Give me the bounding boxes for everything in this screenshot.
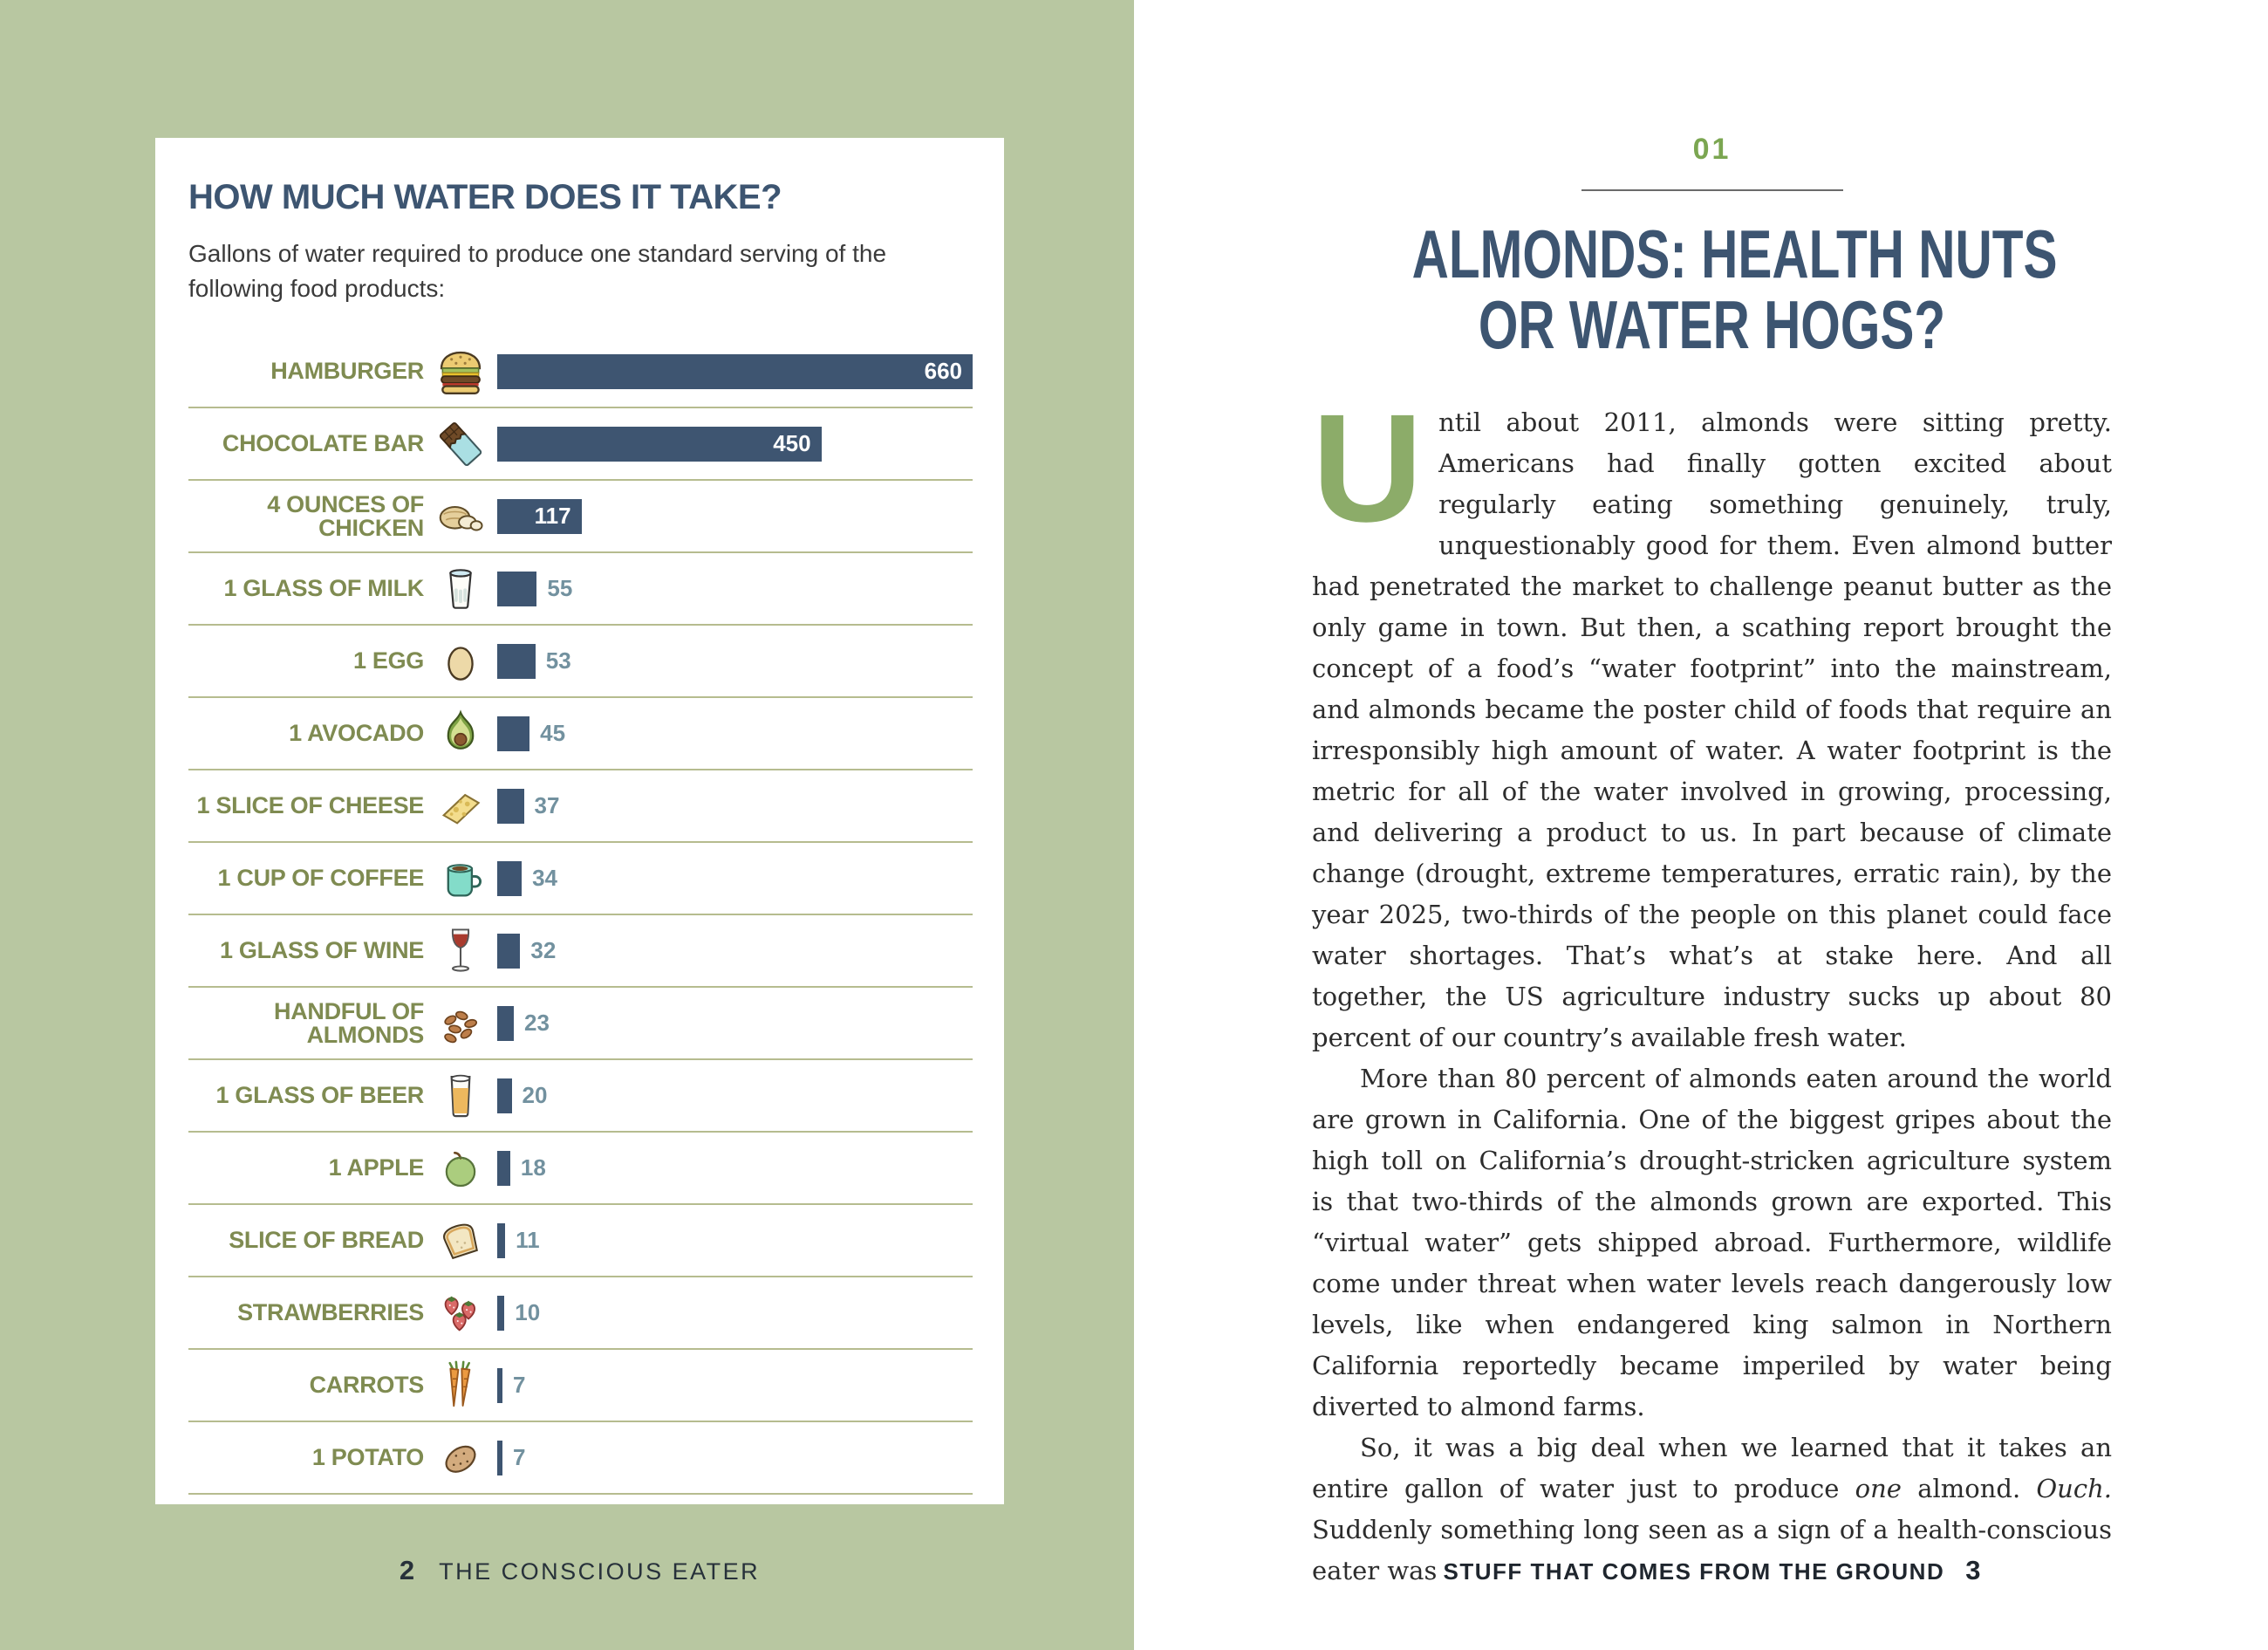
bar-value: 20 <box>522 1082 548 1108</box>
chart-row-wine <box>188 915 973 988</box>
bar-value: 32 <box>530 937 557 963</box>
bar <box>497 572 536 606</box>
row-label: 1 AVOCADO <box>289 720 424 746</box>
bar <box>497 1368 502 1403</box>
bar-area <box>497 770 973 841</box>
bar-area <box>497 336 973 407</box>
bar-value: 45 <box>540 720 566 746</box>
paragraph-1-text: ntil about 2011, almonds were sitting pretty. Americans had finally gotten excited about regularly eating something genuinely, truly, unquestionably good for them. Even almond butter had penetrated the market to challenge peanut butter as the only game in town. But then, a scathing report brought the concept of a food’s “water footprint” into the mainstream, and almonds became the poster child of foods that require an irresponsibly high amount of water. A water footprint is the metric for all of the water involved in growing, processing, and delivering a product to us. In part because of climate change (drought, extreme temperatures, erratic rain), by the year 2025, two-thirds of the people on this planet could face water shortages. That’s what’s at stake here. And all together, the US agriculture industry sucks up about 80 percent of our country’s available fresh water. <box>1312 407 2112 1053</box>
chart-row-beer <box>188 1060 973 1133</box>
row-label: STRAWBERRIES <box>237 1299 424 1325</box>
bar-area <box>497 915 973 986</box>
book-title: THE CONSCIOUS EATER <box>439 1558 761 1585</box>
row-label: 1 GLASS OF MILK <box>223 575 424 601</box>
chapter-number: 01 <box>1692 133 1732 166</box>
bar-area <box>497 553 973 624</box>
bar-area <box>497 1350 973 1421</box>
row-label: 1 EGG <box>352 647 424 674</box>
bar <box>497 789 524 824</box>
chart-row-carrots <box>188 1350 973 1422</box>
bar <box>497 644 536 679</box>
bar-value: 450 <box>773 430 811 456</box>
chapter-title-line-2: OR WATER HOGS? <box>1478 286 1946 364</box>
drop-cap: U <box>1312 383 1424 555</box>
row-label: 4 OUNCES OF CHICKEN <box>267 490 424 541</box>
potato-icon <box>424 1431 497 1485</box>
bar <box>497 934 520 969</box>
strawberries-icon <box>424 1286 497 1340</box>
bar <box>497 354 973 389</box>
row-label: SLICE OF BREAD <box>229 1227 424 1253</box>
bar <box>497 716 529 751</box>
row-label: CHOCOLATE BAR <box>222 430 424 456</box>
chocolate-bar-icon <box>424 417 497 471</box>
page-number: 2 <box>399 1555 415 1585</box>
chart-title: HOW MUCH WATER DOES IT TAKE? <box>188 178 782 216</box>
bar-area <box>497 698 973 769</box>
cheese-icon <box>424 779 497 833</box>
bar-value: 18 <box>520 1154 546 1181</box>
egg-icon <box>424 634 497 688</box>
row-label: HANDFUL OF ALMONDS <box>274 997 424 1048</box>
bar-value: 660 <box>924 358 962 384</box>
paragraph-3-text: almond. <box>1901 1474 2037 1504</box>
paragraph-3-text: So, it was a big deal when we learned that it takes an entire gallon of water just to produce <box>1312 1433 2112 1504</box>
paragraph-3-text: Suddenly something long seen as a sign of a health-conscious eater was <box>1312 1515 2112 1586</box>
bar <box>497 1006 514 1041</box>
apple-icon <box>424 1141 497 1195</box>
milk-glass-icon <box>424 562 497 616</box>
row-label: 1 GLASS OF BEER <box>215 1082 424 1108</box>
row-label: CARROTS <box>309 1372 424 1398</box>
bar-area <box>497 1060 973 1131</box>
chart-row-chicken <box>188 481 973 553</box>
bar-value: 10 <box>515 1299 541 1325</box>
row-label: 1 CUP OF COFFEE <box>217 865 424 891</box>
text-column <box>1312 0 2112 1592</box>
beer-glass-icon <box>424 1065 497 1126</box>
row-label: HAMBURGER <box>270 358 424 384</box>
bar-area <box>497 1277 973 1348</box>
chapter-title-line-1: ALMONDS: HEALTH NUTS <box>1411 216 2058 292</box>
chart-row-almonds <box>188 988 973 1060</box>
paragraph-1 <box>1312 383 2112 1058</box>
chart-row-cheese <box>188 770 973 843</box>
bar-area <box>497 988 973 1058</box>
right-page-footer <box>1312 1555 2112 1586</box>
chart-row-strawberries <box>188 1277 973 1350</box>
chart-row-egg <box>188 626 973 698</box>
chart-row-coffee <box>188 843 973 915</box>
bar-area <box>497 481 973 551</box>
chapter-rule-divider <box>1581 189 1843 191</box>
row-label: 1 SLICE OF CHEESE <box>196 792 424 818</box>
bar-value: 7 <box>513 1372 526 1398</box>
hamburger-icon <box>424 345 497 399</box>
bar-area <box>497 626 973 696</box>
row-label: 1 GLASS OF WINE <box>219 937 424 963</box>
chart-row-milk <box>188 553 973 626</box>
paragraph-2: More than 80 percent of almonds eaten around the world are grown in California. One of the biggest gripes about the high toll on California’s drought-stricken agriculture system is that two-thirds of the almonds grown are exported. This “virtual water” gets shipped abroad. Furthermore, wildlife come under threat when water levels reach dangerously low levels, like when endangered king salmon in Northern California reportedly became imperiled by water being diverted to almond farms. <box>1312 1064 2112 1422</box>
bar-value: 37 <box>534 792 560 818</box>
bar <box>497 1078 512 1113</box>
bar-value: 23 <box>523 1010 550 1036</box>
avocado-icon <box>424 707 497 761</box>
chart-row-hamburger <box>188 336 973 408</box>
bar-value: 11 <box>516 1227 540 1253</box>
bar <box>497 1296 504 1331</box>
bar <box>497 499 582 534</box>
chart-rows <box>188 336 973 1495</box>
bar-area <box>497 1205 973 1276</box>
bar <box>497 861 522 896</box>
section-title: STUFF THAT COMES FROM THE GROUND <box>1443 1558 1945 1585</box>
right-page <box>1134 0 2268 1650</box>
chart-subtitle: Gallons of water required to produce one standard serving of the following food products: <box>188 240 887 302</box>
italic-word: Ouch. <box>2036 1474 2112 1504</box>
bar-value: 34 <box>532 865 557 891</box>
chart-row-chocolate-bar <box>188 408 973 481</box>
bar-value: 7 <box>513 1444 526 1470</box>
left-page-footer <box>155 1555 1004 1586</box>
body-text <box>1312 383 2112 1592</box>
chart-row-apple <box>188 1133 973 1205</box>
coffee-mug-icon <box>424 852 497 906</box>
wine-glass-icon <box>424 921 497 982</box>
bar-area <box>497 1133 973 1203</box>
bar-value: 53 <box>545 647 571 674</box>
chapter-title <box>1312 216 2112 364</box>
bar-value: 55 <box>547 575 573 601</box>
bar <box>497 427 822 462</box>
italic-word: one <box>1855 1474 1902 1504</box>
bread-icon <box>424 1214 497 1268</box>
carrots-icon <box>424 1355 497 1416</box>
page-number: 3 <box>1965 1555 1981 1585</box>
chart-row-bread <box>188 1205 973 1277</box>
bar <box>497 1441 502 1475</box>
chart-row-avocado <box>188 698 973 770</box>
almonds-icon <box>424 996 497 1051</box>
chicken-icon <box>424 490 497 544</box>
row-label: 1 POTATO <box>311 1444 424 1470</box>
bar-value: 117 <box>534 503 571 529</box>
bar <box>497 1151 510 1186</box>
chart-row-potato <box>188 1422 973 1495</box>
bar-area <box>497 843 973 914</box>
bar-area <box>497 408 973 479</box>
row-label: 1 APPLE <box>328 1154 424 1181</box>
bar <box>497 1223 505 1258</box>
water-chart-panel <box>155 138 1004 1504</box>
bar-area <box>497 1422 973 1493</box>
